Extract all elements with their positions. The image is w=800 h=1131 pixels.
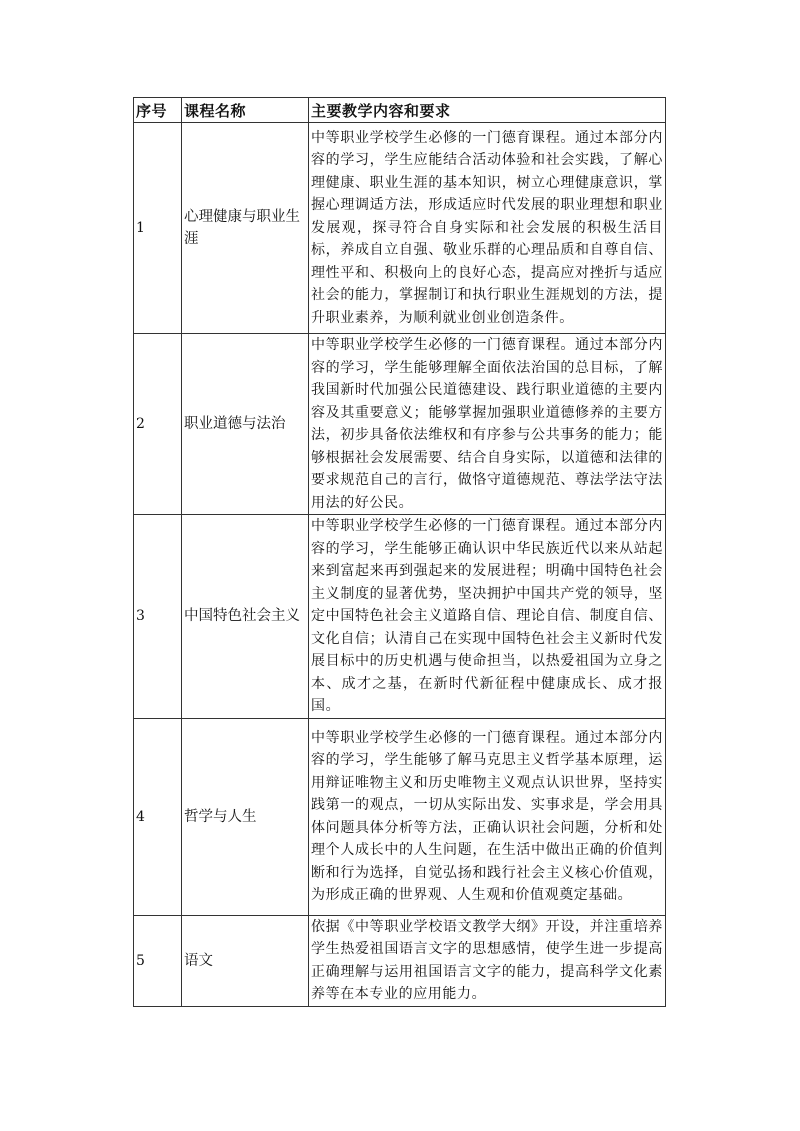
table-header-row	[134, 98, 666, 123]
row-number: 5	[134, 915, 182, 1006]
course-description: 中等职业学校学生必修的一门德育课程。通过本部分内容的学习，学生能够了解马克思主义哲学基本原理，运用辩证唯物主义和历史唯物主义观点认识世界，坚持实践第一的观点，一切从实际出发、实事求是，学会用具体问题具体分析等方法，正确认识社会问题，分析和处理个人成长中的人生问题，在生活中做出正确的价值判断和行为选择，自觉弘扬和践行社会主义核心价值观，为形成正确的世界观、人生观和价值观奠定基础。	[309, 718, 666, 915]
curriculum-table	[133, 97, 666, 1007]
table-row	[134, 334, 666, 515]
header-content-requirements: 主要教学内容和要求	[309, 98, 666, 123]
table-row	[134, 718, 666, 915]
course-description: 中等职业学校学生必修的一门德育课程。通过本部分内容的学习，学生能够正确认识中华民族近代以来从站起来到富起来再到强起来的发展进程；明确中国特色社会主义制度的显著优势，坚决拥护中国共产党的领导，坚定中国特色社会主义道路自信、理论自信、制度自信、文化自信；认清自己在实现中国特色社会主义新时代发展目标中的历史机遇与使命担当，以热爱祖国为立身之本、成才之基，在新时代新征程中健康成长、成才报国。	[309, 515, 666, 719]
row-number: 4	[134, 718, 182, 915]
table-row	[134, 515, 666, 719]
course-description: 中等职业学校学生必修的一门德育课程。通过本部分内容的学习，学生能够理解全面依法治国的总目标，了解我国新时代加强公民道德建设、践行职业道德的主要内容及其重要意义；能够掌握加强职业道德修养的主要方法，初步具备依法维权和有序参与公共事务的能力；能够根据社会发展需要、结合自身实际，以道德和法律的要求规范自己的言行，做恪守道德规范、尊法学法守法用法的好公民。	[309, 334, 666, 515]
row-number: 1	[134, 123, 182, 334]
course-name: 心理健康与职业生涯	[182, 123, 309, 334]
row-number: 2	[134, 334, 182, 515]
course-name: 职业道德与法治	[182, 334, 309, 515]
table-row	[134, 123, 666, 334]
row-number: 3	[134, 515, 182, 719]
header-course-name: 课程名称	[182, 98, 309, 123]
course-description: 中等职业学校学生必修的一门德育课程。通过本部分内容的学习，学生应能结合活动体验和社会实践，了解心理健康、职业生涯的基本知识，树立心理健康意识，掌握心理调适方法，形成适应时代发展的职业理想和职业发展观，探寻符合自身实际和社会发展的积极生活目标，养成自立自强、敬业乐群的心理品质和自尊自信、理性平和、积极向上的良好心态，提高应对挫折与适应社会的能力，掌握制订和执行职业生涯规划的方法，提升职业素养，为顺利就业创业创造条件。	[309, 123, 666, 334]
course-name: 中国特色社会主义	[182, 515, 309, 719]
header-number: 序号	[134, 98, 182, 123]
table-row	[134, 915, 666, 1006]
course-name: 哲学与人生	[182, 718, 309, 915]
course-name: 语文	[182, 915, 309, 1006]
course-description: 依据《中等职业学校语文教学大纲》开设，并注重培养学生热爱祖国语言文字的思想感情，使学生进一步提高正确理解与运用祖国语言文字的能力，提高科学文化素养等在本专业的应用能力。	[309, 915, 666, 1006]
